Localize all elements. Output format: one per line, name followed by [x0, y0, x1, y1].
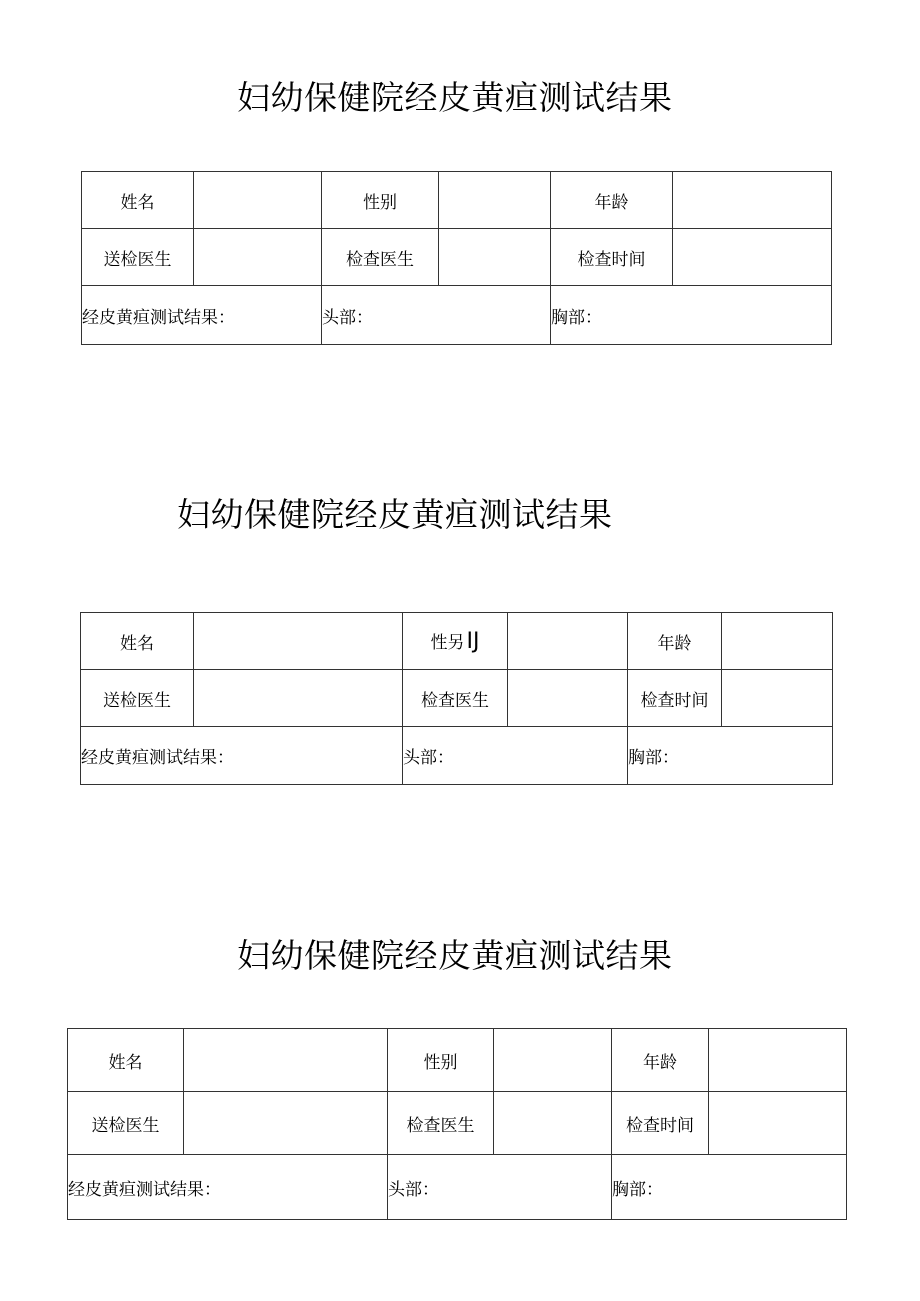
result-label: 经皮黄疸测试结果： [68, 1155, 388, 1220]
gender-label-tail: IJ [466, 629, 480, 654]
name-label: 姓名 [82, 172, 194, 229]
referring-doctor-label: 送检医生 [81, 670, 194, 727]
age-label: 年龄 [551, 172, 673, 229]
head-result-cell[interactable]: 头部： [388, 1155, 612, 1220]
referring-doctor-label: 送检医生 [68, 1092, 184, 1155]
name-label: 姓名 [68, 1029, 184, 1092]
gender-label [403, 613, 508, 670]
form-2-table [80, 612, 833, 785]
referring-doctor-label: 送检医生 [82, 229, 194, 286]
examining-doctor-label: 检查医生 [322, 229, 439, 286]
referring-doctor-field[interactable] [184, 1092, 388, 1155]
name-field[interactable] [194, 172, 322, 229]
examining-doctor-label: 检查医生 [403, 670, 508, 727]
name-field[interactable] [194, 613, 403, 670]
exam-time-field[interactable] [709, 1092, 847, 1155]
age-label: 年龄 [628, 613, 722, 670]
gender-label: 性别 [388, 1029, 494, 1092]
exam-time-field[interactable] [673, 229, 832, 286]
result-label: 经皮黄疸测试结果： [81, 727, 403, 785]
exam-time-field[interactable] [722, 670, 833, 727]
chest-result-cell[interactable]: 胸部： [612, 1155, 847, 1220]
exam-time-label: 检查时间 [628, 670, 722, 727]
exam-time-label: 检查时间 [612, 1092, 709, 1155]
age-field[interactable] [709, 1029, 847, 1092]
name-label: 姓名 [81, 613, 194, 670]
exam-time-label: 检查时间 [551, 229, 673, 286]
gender-field[interactable] [508, 613, 628, 670]
form-3-table [67, 1028, 847, 1220]
form-1-title: 妇幼保健院经皮黄疸测试结果 [237, 78, 673, 117]
head-result-cell[interactable]: 头部： [403, 727, 628, 785]
age-label: 年龄 [612, 1029, 709, 1092]
result-label: 经皮黄疸测试结果： [82, 286, 322, 345]
gender-field[interactable] [494, 1029, 612, 1092]
chest-result-cell[interactable]: 胸部： [551, 286, 832, 345]
name-field[interactable] [184, 1029, 388, 1092]
examining-doctor-label: 检查医生 [388, 1092, 494, 1155]
age-field[interactable] [722, 613, 833, 670]
form-2-title: 妇幼保健院经皮黄疸测试结果 [177, 495, 613, 534]
form-1-table [81, 171, 832, 345]
examining-doctor-field[interactable] [439, 229, 551, 286]
gender-field[interactable] [439, 172, 551, 229]
gender-label-main: 性另 [430, 633, 465, 653]
referring-doctor-field[interactable] [194, 670, 403, 727]
chest-result-cell[interactable]: 胸部： [628, 727, 833, 785]
age-field[interactable] [673, 172, 832, 229]
form-3-title: 妇幼保健院经皮黄疸测试结果 [237, 936, 673, 975]
head-result-cell[interactable]: 头部： [322, 286, 551, 345]
gender-label: 性别 [322, 172, 439, 229]
examining-doctor-field[interactable] [508, 670, 628, 727]
referring-doctor-field[interactable] [194, 229, 322, 286]
examining-doctor-field[interactable] [494, 1092, 612, 1155]
